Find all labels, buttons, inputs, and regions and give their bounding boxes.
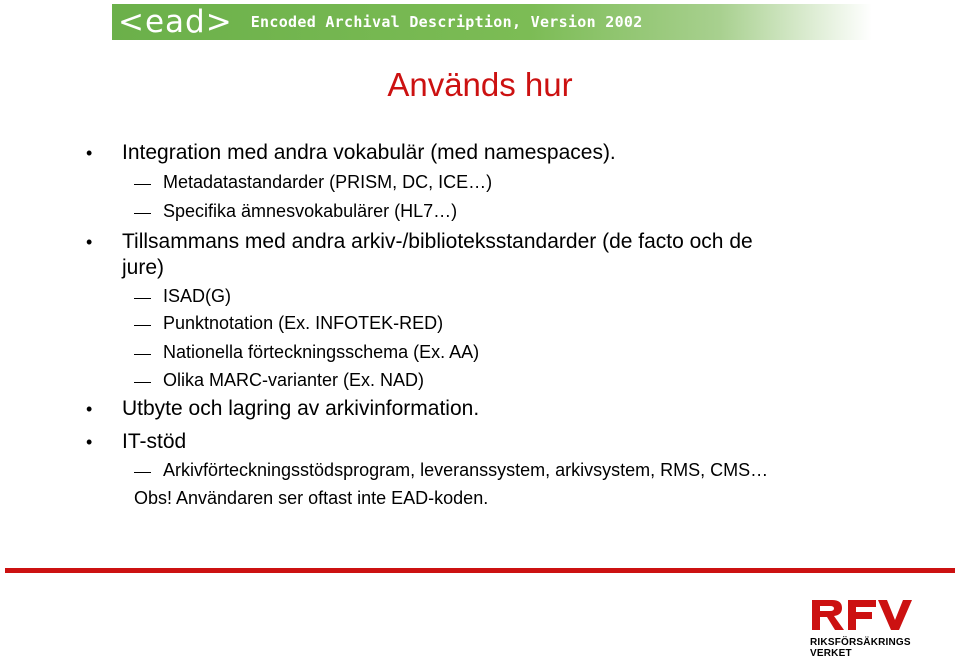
- bullet-item: Utbyte och lagring av arkivinformation.: [122, 397, 480, 420]
- slide-title: [0, 66, 960, 104]
- sub-item: Arkivförteckningsstödsprogram, leveranssystem, arkivsystem, RMS, CMS…: [163, 460, 769, 480]
- footer-rule: [5, 568, 955, 573]
- sub-item: Metadatastandarder (PRISM, DC, ICE…): [163, 172, 493, 192]
- rfv-logo-icon: [810, 598, 914, 632]
- bullet-icon: •: [86, 399, 93, 419]
- ead-logo: <ead>: [118, 4, 233, 40]
- dash-icon: [134, 354, 151, 355]
- sub-item: Olika MARC-varianter (Ex. NAD): [163, 370, 425, 390]
- bullet-item: IT-stöd: [122, 430, 187, 453]
- sub-item: Punktnotation (Ex. INFOTEK-RED): [163, 313, 444, 333]
- ead-banner: [112, 4, 872, 40]
- bullet-icon: •: [86, 143, 93, 163]
- bullet-item: Integration med andra vokabulär (med namespaces).: [122, 141, 616, 164]
- sub-item: jure): [122, 256, 165, 279]
- dash-icon: [134, 298, 151, 299]
- sub-item: Specifika ämnesvokabulärer (HL7…): [163, 201, 458, 221]
- rfv-logo-text-2: VERKET: [810, 648, 852, 659]
- sub-item: Obs! Användaren ser oftast inte EAD-koden.: [134, 488, 489, 508]
- bullet-item: Tillsammans med andra arkiv-/biblioteksstandarder (de facto och de: [122, 230, 753, 253]
- bullet-icon: •: [86, 432, 93, 452]
- dash-icon: [134, 213, 151, 214]
- rfv-logo: [810, 598, 920, 659]
- ead-tagline: Encoded Archival Description, Version 2002: [250, 13, 643, 31]
- dash-icon: [134, 184, 151, 185]
- dash-icon: [134, 325, 151, 326]
- dash-icon: [134, 382, 151, 383]
- rfv-logo-text-1: RIKSFÖRSÄKRINGS: [810, 637, 911, 648]
- bullet-icon: •: [86, 232, 93, 252]
- sub-item: ISAD(G): [163, 286, 232, 306]
- slide-title-text: Används hur: [387, 66, 573, 103]
- dash-icon: [134, 472, 151, 473]
- sub-item: Nationella förteckningsschema (Ex. AA): [163, 342, 480, 362]
